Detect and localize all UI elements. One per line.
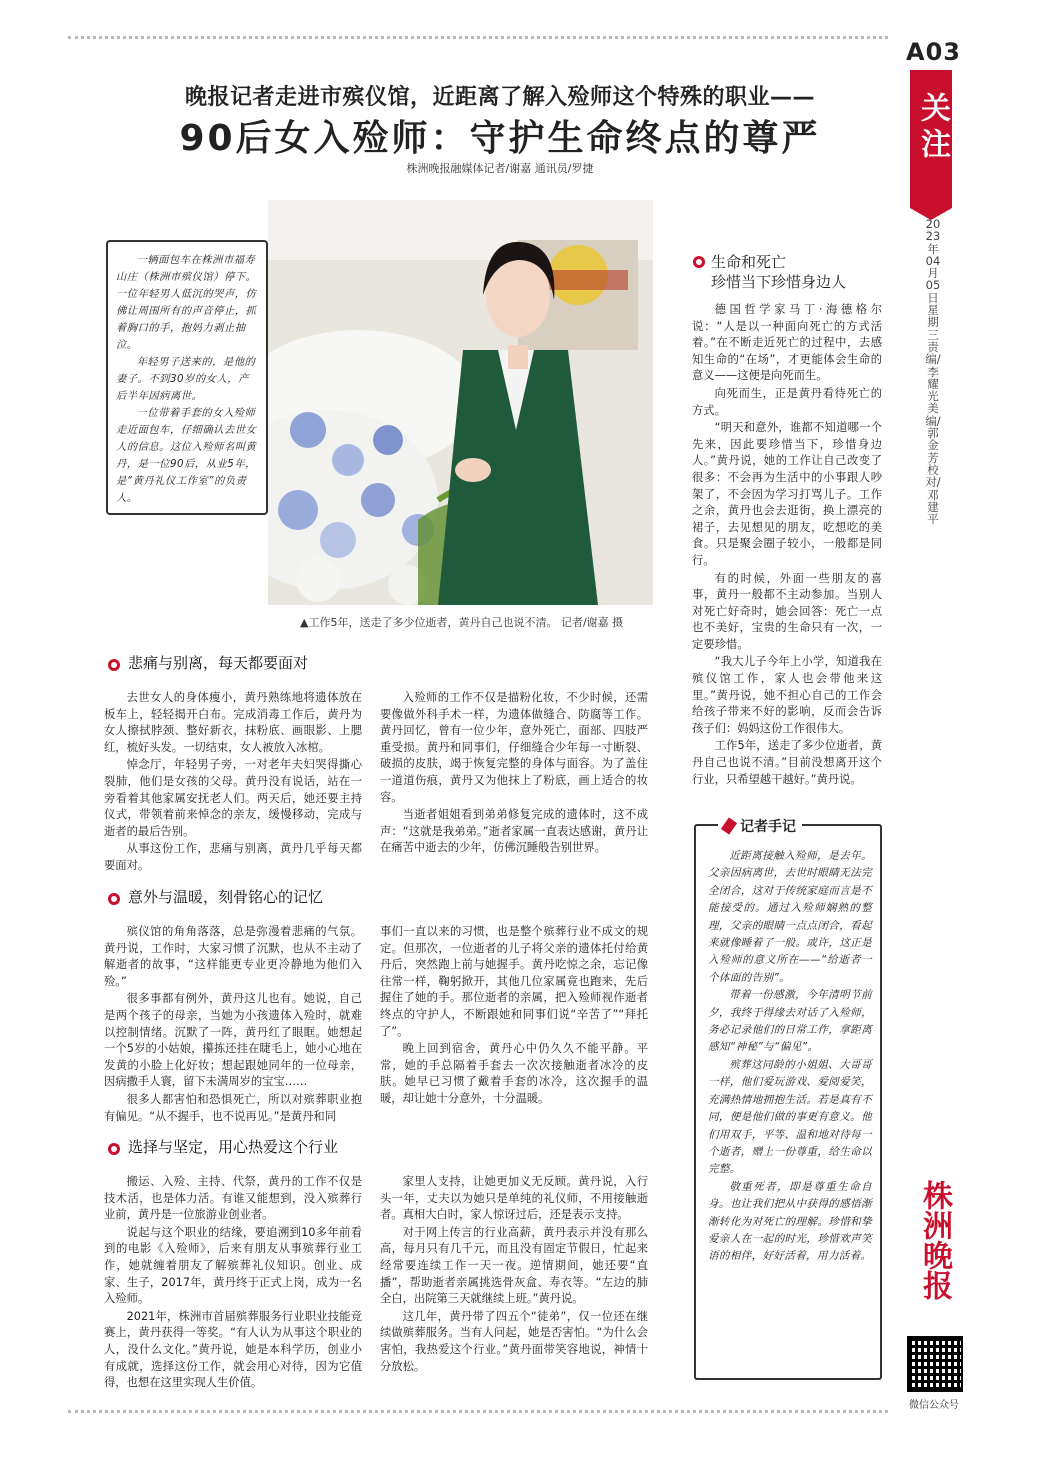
section-label: 关注	[915, 92, 950, 164]
body-paragraph: 对于网上传言的行业高薪，黄丹表示并没有那么高，每月只有几千元，而且没有固定节假日，忙起来经常要连续工作一天一夜。逆情期间，她还要“直播”，帮助逝者亲属挑选骨灰盒、寿衣等。“左边的肺全白，出院第三天就继续上班。”黄丹说。	[380, 1225, 648, 1306]
body-paragraph: 德国哲学家马丁·海德格尔说：“人是以一种面向死亡的方式活着。”在不断走近死亡的过程中，去感知生命的“在场”，才更能体会生命的意义——这便是向死而生。	[692, 303, 882, 383]
photo-caption: ▲工作5年，送走了多少位逝者，黄丹自己也说不清。 记者/谢嘉 摄	[300, 616, 624, 629]
body-paragraph: 殡仪馆的角角落落，总是弥漫着悲痛的气氛。黄丹说，工作时，大家习惯了沉默，也从不主动了解逝者的故事，“这样能更专业更冷静地为他们入殓。”	[104, 925, 362, 988]
right-section-heading	[693, 252, 883, 292]
article-title: 90后女入殓师：守护生命终点的尊严	[179, 118, 821, 159]
intro-paragraph: 一位带着手套的女入殓师走近面包车，仔细确认去世女人的信息。这位入殓师名叫黄丹，是一位90后，从业5年，是“黄丹礼仪工作室”的负责人。	[116, 407, 257, 504]
section-heading	[108, 1136, 338, 1157]
pen-icon	[721, 817, 737, 834]
top-rule	[68, 36, 888, 39]
body-paragraph: 入殓师的工作不仅是描粉化妆，不少时候，还需要像做外科手术一样，为遗体做缝合、防腐等工作。黄丹回忆，曾有一位少年，意外死亡，面部、四肢严重受损。黄丹和同事们，仔细缝合少年每一寸断裂、破损的皮肤，竭于恢复完整的身体与面容。为了盖住一道道伤痕，黄丹又为他抹上了粉底，画上适合的妆容。	[380, 691, 648, 804]
paper-logo-text: 株洲晚报	[917, 1180, 952, 1300]
section-heading	[108, 652, 308, 673]
section-heading-text: 悲痛与别离，每天都要面对	[128, 654, 309, 672]
qr-label: 微信公众号	[909, 1400, 959, 1411]
right-heading-line2: 珍惜当下珍惜身边人	[711, 273, 847, 291]
notes-paragraph: 敬重死者，即是尊重生命自身。也让我们把从中获得的感悟渐渐转化为对死亡的理解。珍惜和挚爱亲人在一起的时光，珍惜欢声笑语的相伴，好好活着，用力活着。	[708, 1180, 872, 1263]
reporter-notes-text	[708, 848, 872, 1266]
bottom-rule	[68, 1410, 888, 1413]
page-number: A03	[906, 38, 961, 66]
body-paragraph: 2021年，株洲市首届殡葬服务行业职业技能竞赛上，黄丹获得一等奖。“有人认为从事这个职业的人，没什么文化。”黄丹说，她是本科学历，创业小有成就，选择这份工作，就会用心对待，因为它值得，也想在这里实现人生价值。	[104, 1309, 362, 1390]
byline: 株洲晚报融媒体记者/谢嘉 通讯员/罗捷	[406, 162, 594, 175]
article-photo	[268, 200, 653, 605]
section-heading-text: 选择与坚定，用心热爱这个行业	[128, 1138, 339, 1156]
section3-col1	[104, 1174, 362, 1393]
reporter-notes-title-text: 记者手记	[740, 819, 796, 835]
notes-paragraph: 近距离接触入殓师，是去年。父亲因病离世，去世时眼睛无法完全闭合，这对于传统家庭而言是不能接受的。通过入殓师娴熟的整理，父亲的眼睛一点点闭合，看起来就像睡着了一般。或许，这正是入殓师的意义所在——“给逝者一个体面的告别”。	[708, 850, 872, 984]
section-bullet-icon	[108, 659, 120, 671]
body-paragraph: 悼念厅，年轻男子旁，一对老年夫妇哭得撕心裂肺，他们是女孩的父母。黄丹没有说话，站在一旁看着其他家属安抚老人们。两天后，她还要主持仪式，带领着前来悼念的亲友，缓慢移动，完成与逝者的最后告别。	[104, 758, 362, 838]
body-paragraph: “明天和意外，谁都不知道哪一个先来，因此要珍惜当下，珍惜身边人。”黄丹说，她的工作让自己改变了很多：不会再为生活中的小事跟人吵架了，不会因为学习打骂儿子。工作之余，黄丹也会去逛街，换上漂亮的裙子，去见想见的朋友，吃想吃的美食。只是聚会圈子较小，一般都是同行。	[692, 421, 882, 567]
intro-paragraph: 一辆面包车在株洲市福寿山庄（株洲市殡仪馆）停下。一位年轻男人低沉的哭声，仿佛让周围所有的声音停止，抓着胸口的手，抱妈力剥止抽泣。	[116, 254, 257, 351]
paper-logo	[912, 1180, 956, 1312]
qr-code[interactable]	[907, 1336, 963, 1392]
body-paragraph: 向死而生，正是黄丹看待死亡的方式。	[692, 386, 882, 417]
section2-col2	[380, 924, 648, 1109]
section2-col1	[104, 924, 362, 1126]
body-paragraph: 当逝者姐姐看到弟弟修复完成的遗体时，这不成声：“这就是我弟弟。”逝者家属一直表达感谢，黄丹让在痛苦中逝去的少年，仿佛沉睡般告别世界。	[380, 808, 648, 855]
section3-col2	[380, 1174, 648, 1376]
intro-bubble	[106, 240, 268, 515]
body-paragraph: 从事这份工作，悲痛与别离，黄丹几乎每天都要面对。	[104, 842, 362, 872]
article-subtitle: 晚报记者走进市殡仪馆，近距离了解入殓师这个特殊的职业——	[184, 85, 815, 110]
body-paragraph: 去世女人的身体瘦小，黄丹熟练地将遗体放在板车上，轻轻揭开白布。完成消毒工作后，黄丹为女人擦拭脖颈、整好新衣，抹粉底、画眼影、上腮红，梳好头发。一切结束，女人被放入冰棺。	[104, 691, 362, 754]
section-bullet-icon	[108, 893, 120, 905]
section-bullet-icon	[108, 1143, 120, 1155]
right-column	[692, 302, 882, 789]
body-paragraph: 很多事都有例外，黄丹这儿也有。她说，自己是两个孩子的母亲，当她为小孩遗体入殓时，就难以控制情绪。沉默了一阵，黄丹红了眼眶。她想起一个5岁的小姑娘，攥拣还挂在睫毛上，她小心地在发黄的小脸上化好妆；想起跟她同年的一位母亲，因病撒手人寰，留下未满周岁的宝宝……	[104, 992, 362, 1089]
photo-illustration	[268, 200, 653, 605]
reporter-notes-title	[718, 816, 802, 836]
notes-paragraph: 带着一份感激，今年清明节前夕，我终于得缘去对话了入殓师，务必记录他们的日常工作，拿距离感知“神秘”与“偏见”。	[708, 989, 872, 1054]
section-heading	[108, 886, 323, 907]
section-ribbon	[910, 70, 952, 208]
body-paragraph: 说起与这个职业的结缘，要追溯到10多年前看到的电影《入殓师》，后来有朋友从事殡葬行业工作，她就缠着朋友了解殡葬礼仪知识。创业、成家、生子，2017年，黄丹终于正式上岗，成为一名入殓师。	[104, 1225, 362, 1306]
right-heading-line1: 生命和死亡	[711, 253, 787, 271]
section1-col1	[104, 690, 362, 876]
notes-paragraph: 殡葬这同龄的小姐姐、大哥哥一样，他们爱玩游戏、爱阅爱笑，充满热情地拥抱生活。若是真有不同，便是他们做的事更有意义。他们用双手，平等、温和地对待每一个逝者，赠上一份尊重，给生命以完整。	[708, 1058, 872, 1176]
body-paragraph: 事们一直以来的习惯，也是整个殡葬行业不成文的规定。但那次，一位逝者的儿子将父亲的遗体托付给黄丹后，突然跑上前与她握手。黄丹吃惊之余，忘记像往常一样，鞠躬掀开，其他几位家属竟也跑来，先后握住了她的手。那位逝者的亲属，把入殓师视作逝者终点的守护人，不断跟她和同事们说“辛苦了”“拜托了”。	[380, 925, 648, 1038]
body-paragraph: 搬运、入殓、主持、代祭，黄丹的工作不仅是技术活，也是体力活。有谁又能想到，没入殡葬行业前，黄丹是一位旅游业创业者。	[104, 1175, 362, 1222]
body-paragraph: 工作5年，送走了多少位逝者，黄丹自己也说不清。”目前没想离开这个行业，只希望越干越好。”黄丹说。	[692, 739, 882, 786]
body-paragraph: 家里人支持，让她更加义无反顾。黄丹说，入行头一年，丈夫以为她只是单纯的礼仪师，不用接触逝者。真相大白时，家人惊讶过后，还是表示支持。	[380, 1175, 648, 1222]
body-paragraph: 很多人都害怕和恐惧死亡，所以对殡葬职业抱有偏见。“从不握手，也不说再见。”是黄丹和同	[104, 1092, 362, 1123]
body-paragraph: 这几年，黄丹带了四五个“徒弟”，仅一位还在继续做殡葬服务。当有人问起，她是否害怕。“为什么会害怕，我热爱这个行业。”黄丹面带笑容地说，神情十分放松。	[380, 1309, 648, 1373]
intro-paragraph: 年轻男子送来的，是他的妻子。不到30岁的女人，产后半年因病离世。	[116, 356, 256, 402]
body-paragraph: 晚上回到宿舍，黄丹心中仍久久不能平静。平常，她的手总隔着手套去一次次接触逝者冰冷的皮肤。她早已习惯了戴着手套的冰冷，这次握手的温暖，却让她十分意外，十分温暖。	[380, 1042, 648, 1105]
body-paragraph: 有的时候，外面一些朋友的喜事，黄丹一般都不主动参加。当别人对死亡好奇时，她会回答：死亡一点也不美好，宝贵的生命只有一次，一定要珍惜。	[692, 571, 882, 651]
section1-col2	[380, 690, 648, 858]
body-paragraph: “我大儿子今年上小学，知道我在殡仪馆工作，家人也会带他来这里。”黄丹说，她不担心自己的工作会给孩子带来不好的影响，反而会告诉孩子们：妈妈这份工作很伟大。	[692, 655, 882, 735]
section-heading-text: 意外与温暖，刻骨铭心的记忆	[128, 888, 324, 906]
section-bullet-icon	[693, 256, 705, 268]
date-editor-line: 2023年04月05日 星期三 责编/李耀光 美编/郭金芳 校对/邓建平	[925, 217, 941, 527]
